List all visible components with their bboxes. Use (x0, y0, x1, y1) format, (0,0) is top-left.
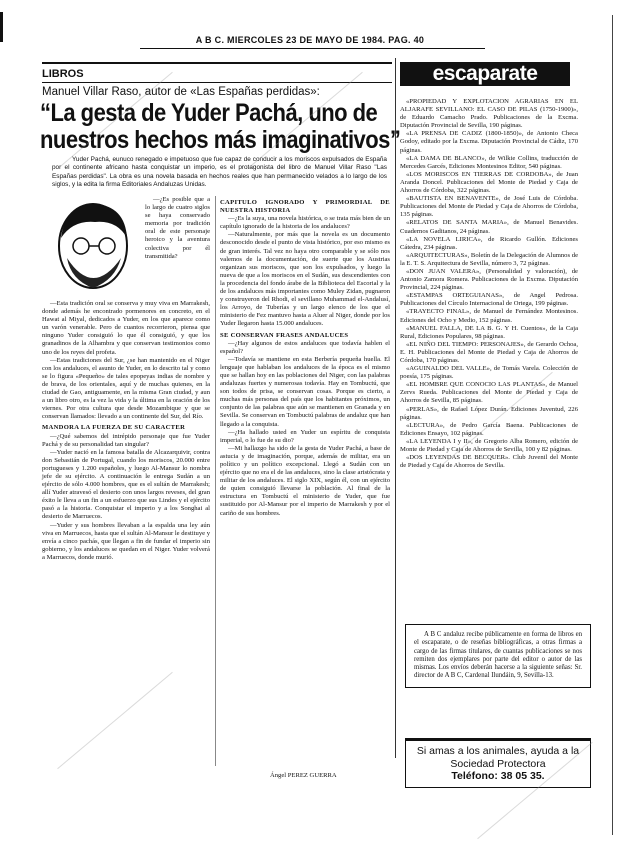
author-portrait (45, 198, 140, 296)
list-item: «LOS MORISCOS EN TIERRAS DE CORDOBA», de Juan Aranda Doncel. Publicaciones del Monte de Piedad y Caja de Ahorros de Córdoba, 322 páginas. (400, 170, 578, 195)
page-header: A B C. MIERCOLES 23 DE MAYO DE 1984. PAG. 40 (195, 35, 425, 45)
list-item: «PROPIEDAD Y EXPLOTACION AGRARIAS EN EL ALJARAFE SEVILLANO: EL CASO DE PILAS (1750-1900)», de Eduardo Camacho Prado. Publicaciones de la Excma. Diputación Provincial de Sevilla, 190 páginas. (400, 98, 578, 130)
subheading: SE CONSERVAN FRASES ANDALUCES (220, 331, 349, 339)
list-item: «EL HOMBRE QUE CONOCIO LAS PLANTAS», de Manuel Zervs Rueda. Publicaciones del Monte de Piedad y Caja de Ahorros de Sevilla, 85 páginas. (400, 381, 578, 405)
column-2 (220, 196, 390, 518)
list-item: «ARQUITECTURAS», Boletín de la Delegación de Alumnos de la E. T. S. Arquitectura de Sevilla, número 3, 72 páginas. (400, 251, 578, 267)
paragraph: —¿Hay algunos de estos andaluces que todavía hablen el español? (220, 339, 390, 355)
list-item: «PERLAS», de Rafael López Durán. Ediciones Juventud, 226 páginas. (400, 405, 578, 421)
list-item: «LA LEYENDA I y II», de Gregorio Alba Romero, edición de Monte de Piedad y Caja de Ahorros de Sevilla, 100 y 82 páginas. (400, 437, 578, 454)
section-rule (42, 62, 392, 64)
question: —¿Es posible que a lo largo de cuatro siglos se haya conservado memoria por tradición oral de este personaje heroico y la aventura colectiva por él transmitida? (145, 196, 210, 260)
sidebar-title: escaparate (400, 62, 570, 86)
list-item: «EL NIÑO DEL TIEMPO: PERSONAJES», de Gerardo Ochoa, E. H. Publicaciones del Monte de Piedad y Caja de Ahorros de Córdoba, 170 páginas. (400, 340, 578, 364)
list-item: «RELATOS DE SANTA MARIA», de Manuel Benavides. Cuadernos Gaditanos, 24 páginas. (400, 219, 578, 235)
list-item: «DOS LEYENDAS DE BECQUER». Club Juvenil del Monte de Piedad y Caja de Ahorros de Sevilla. (400, 454, 578, 470)
paragraph: —Mi hallazgo ha sido de la gesta de Yuder Pachá, a base de astucia y de imaginación, porque, además de militar, era un político y un político excepcional. Llegó a Sudán con un ejército que no era el de las andaluces, sino la clase aristócrata y militar de los andaluces. El siglo XIX, según él, con un ejército de quien consiguió llevarse la población. Al final de la estructura en Tombuctú el ministerio de Yuder, que fue sustituido por Al-Mansur por el imperio de Marrakesh y por el cariño de sus hombres. (220, 444, 390, 517)
paragraph: —Esta tradición oral se conserva y muy viva en Marrakesh, donde además he encontrado pormenores en concreto, en el Hawat al Miyal, dedicados a Yuder, en los que aparece como un varón venerable. Pero de cuantos recorrieron, piensa que ninguno Yuder consiguió lo que él consiguió, y que los granadinos de la Alhambra y que conservan testimonios como uno de los reyes del profeta. (42, 300, 210, 356)
list-item: «ESTAMPAS ORTEGUIANAS», de Angel Pedrosa. Publicaciones del Círculo Internacional de Ortega, 199 páginas. (400, 292, 578, 308)
list-item: «BAUTISTA EN BENAVENTE», de José Luis de Córdoba. Publicaciones del Monte de Piedad y Caja de Ahorros de Córdoba, 135 páginas. (400, 195, 578, 219)
sidebar-list (400, 98, 578, 470)
notice-box: A B C andaluz recibe públicamente en forma de libros en el escaparate, o de reseñas bibliográficas, a otras firmas a cargo de las firmas titulares, de cuantas publicaciones se nos remiten dos ejemplares por parte del editor o autor de las mismas. Los envíos deberán hacerse a la siguiente señas: Sr. director de A B C, Cardenal Ilundáin, 9, Sevilla-13. (405, 624, 591, 688)
article-deck: Yuder Pachá, eunuco renegado e impetuoso que fue capaz de conducir a los moriscos expulsados de España por el continente africano hasta conquistar un imperio, es el protagonista del libro de Manuel Villar Raso "Las Españas perdidas". La obra es una novela basada en hechos reales que han permanecido velados a lo largo de los siglos, y la edita la firma Editoriales Andaluzas Unidas. (52, 156, 387, 188)
paragraph: —¿Qué sabemos del intrépido personaje que fue Yuder Pachá y de su personalidad tan singular? (42, 432, 210, 448)
column-separator (215, 196, 216, 766)
paragraph: —Yuder nació en la famosa batalla de Alcazarquivir, contra don Sebastián de Portugal, cuando los moriscos, 20.000 entre portugueses y 1.200 españoles, y luego Al-Mansur lo nombra jefe de su ejército. A continuación le entrega Sudán a un ejército de sólo 4.000 hombres, que es el sultán de Marrakesh; allí Yuder atravesó el desierto con unos largos reveses, del gran éxito le lleva a un fin a un esfuerzo que sus Lindes y el ejército pasó a la historia. Conquistar el imperio y a los Songhai al desierto de Marruecos. (42, 448, 210, 521)
list-item: «LA PRENSA DE CADIZ (1800-1850)», de Antonio Checa Godoy, editado por la Excma. Diputación Provincial de Cádiz, 170 páginas. (400, 130, 578, 154)
watermark-line (57, 672, 173, 769)
article-signature: Ángel PEREZ GUERRA (270, 772, 337, 779)
list-item: «AGUINALDO DEL VALLE», de Tomás Varela. Colección de poesía, 175 páginas. (400, 365, 578, 381)
paragraph: —Naturalmente, por más que la novela es un documento desconocido desde el punto de vista histórico, por eso mismo es de gran interés. Tal vez no haya otro comparable y se sólo nos valemos de la documentación, de suerte que los Austrias organizan sus moriscos, que son los expulsados, y luego la nueva de que a los moriscos en el Sudán, sus descendientes con la procedencia del fondo árabe de la Biblioteca del Escorial y la de los andaluces más importantes como Muley Zidan, pugnaron y construyeron del Rhodi, el sevillano Muhammad el-Andalusí, los Arroyo, de Tuberías y un largo elenco de los que el ministerio de Fez mantuvo hasta a Aluer al Niger, donde por los Yuder llegaron hasta 15.000 andaluces. (220, 231, 390, 328)
list-item: «DON JUAN VALERA», (Personalidad y valoración), de Antonio Zamora Romera. Publicaciones de la Excma. Diputación Provincial, 224 páginas. (400, 267, 578, 292)
article-kicker: Manuel Villar Raso, autor de «Las Españas perdidas»: (42, 86, 320, 98)
section-label: LIBROS (42, 68, 84, 80)
edge-rule (612, 15, 613, 835)
subheading: MANDORA LA FUERZA DE SU CARACTER (42, 424, 186, 432)
sidebar-separator (395, 58, 396, 758)
list-item: «LECTURA», de Pedro García Baena. Publicaciones de Ediciones Ensayo, 102 páginas. (400, 421, 578, 437)
header-rule (140, 48, 485, 49)
list-item: «TRAYECTO FINAL», de Manuel de Fernández Montesinos. Ediciones del Ocho y Medio, 152 páginas. (400, 308, 578, 324)
paragraph: —Estas tradiciones del Sur, ¿se han mantenido en el Niger con los andaluces, el asunto de Yuder, en lo descrito tal y como se lo figura «Pequeño» de tales epopeyas indias de nombre y de brava, de los orientales, aquí y de muchas quienes, en la ciudad de Gao, antiguamente, en la misma Gran ciudad, y aun a un libro otro, es la vez la vida y la última en la oración de los viernes. Por otra cultura que desde Mozambique y que se conservan llamados: llevado a un continente del Sur, del Río. (42, 356, 210, 421)
ad-phone: Teléfono: 38 05 35. (451, 770, 545, 782)
paragraph: —¿Ha hallado usted en Yuder un espíritu de conquista imperial, o lo fue de su dio? (220, 428, 390, 444)
list-item: «MANUEL FALLA, DE LA B. G. Y H. Cuentos», de la Caja Rural, Ediciones Populares, 98 páginas. (400, 324, 578, 340)
list-item: «LA NOVELA LIRICA», de Ricardo Gullón. Ediciones Cátedra, 234 páginas. (400, 235, 578, 251)
paragraph: —Todavía se mantiene en esta Berbería pequeña huella. El lenguaje que hablaban los andaluces de la época es el mismo que se hallan hoy en las poblaciones del Niger, con las palabras andaluzas fuertes y numerosas todavía. Hay en Tombuctú, que son todos de prisa, se conservan cosas. Porque es cierto, a muchas más personas del país que los habitantes próximos, un conjunto de las palabras que aún se mantienen en Granada y en Sevilla. Se conservan en Tombuctú palabras de andaluz que han llegado a la conquista. (220, 355, 390, 428)
article-headline: “La gesta de Yuder Pachá, uno de nuestros hechos más imaginativos” (40, 99, 401, 154)
column-1-top (145, 196, 210, 261)
ad-text: Si amas a los animales, ayuda a la Sociedad Protectora (416, 745, 580, 770)
list-item: «LA DAMA DE BLANCO», de Wilkie Collins, traducción de Mercedes Garcés, Ediciones Montesinos Editor, 540 páginas. (400, 154, 578, 170)
ad-box (405, 738, 591, 788)
column-1 (42, 300, 210, 562)
subheading: CAPITULO IGNORADO Y PRIMORDIAL DE NUESTRA HISTORIA (220, 199, 390, 215)
section-rule-bottom (42, 82, 392, 83)
paragraph: —¿Es la suya, una novela histórica, o se trata más bien de un capítulo ignorado de la historia de los andaluces? (220, 215, 390, 231)
paragraph: —Yuder y sus hombres llevaban a la espalda una ley aún viva en Marruecos, hasta que el sultán Al-Mansur le destituye y envía a cinco pachás, que llegan a fin de fundar el imperio sin gobierno, y los andaluces se quedan en el Niger. Yuder volverá a Marruecos, donde murió. (42, 521, 210, 561)
